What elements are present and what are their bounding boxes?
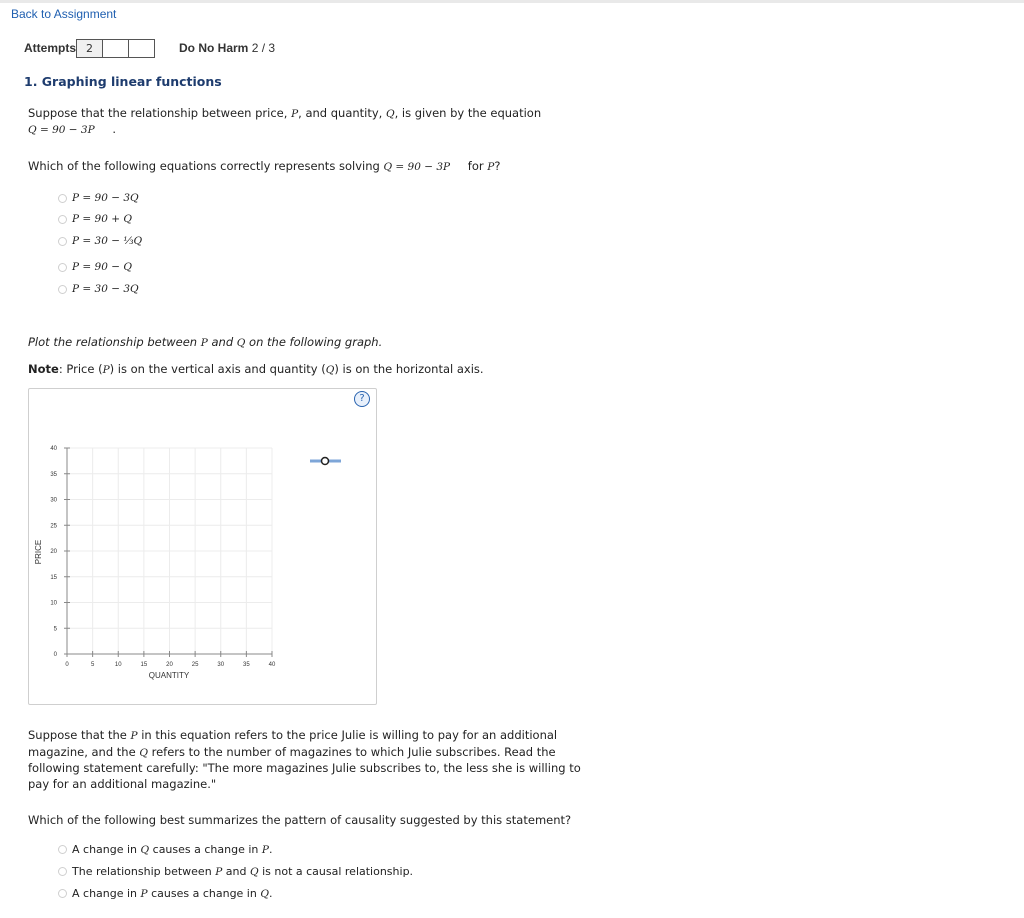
- question-title: 1. Graphing linear functions: [24, 74, 222, 89]
- note-text: : Price (: [58, 362, 103, 376]
- x-tick-label: 10: [114, 662, 122, 668]
- graph-chart[interactable]: [28, 388, 375, 703]
- para-text: refers to the number of magazines to which Julie subscribes. Read the: [151, 744, 556, 759]
- y-tick-label: 20: [50, 549, 57, 555]
- radio-button[interactable]: [58, 215, 67, 224]
- instruction-text: on the following graph.: [249, 335, 383, 349]
- var-p: P: [215, 865, 223, 878]
- radio-button[interactable]: [58, 194, 67, 203]
- y-tick-label: 10: [50, 600, 57, 607]
- option-text: and: [225, 865, 247, 878]
- y-tick-label: 15: [50, 574, 57, 581]
- var-p: P: [102, 364, 110, 376]
- option-text: The relationship between: [72, 865, 212, 878]
- note-label: Note: [28, 362, 59, 376]
- var-q: Q: [140, 843, 150, 856]
- x-tick-label: 15: [140, 662, 148, 668]
- var-p: P: [291, 108, 299, 120]
- var-q: Q: [249, 865, 259, 878]
- instruction-text: and: [211, 335, 234, 349]
- radio-button[interactable]: [58, 263, 67, 272]
- solve-question: [28, 159, 500, 173]
- x-tick-label: 20: [166, 662, 173, 668]
- option-label: P = 30 − ⅓Q: [72, 235, 143, 247]
- do-no-harm-label: Do No Harm: [179, 41, 249, 55]
- given-equation: [28, 122, 116, 136]
- var-q: Q: [236, 337, 246, 349]
- period: .: [112, 122, 116, 136]
- y-tick-label: 40: [50, 446, 57, 452]
- x-tick-label: 5: [90, 662, 95, 668]
- solve-text: ?: [494, 159, 501, 173]
- attempt-box: [128, 39, 155, 58]
- attempt-box: [102, 39, 129, 58]
- instruction-text: Plot the relationship between: [28, 335, 198, 349]
- option-text: A change in: [72, 887, 138, 900]
- x-tick-label: 30: [217, 662, 225, 668]
- equation: Q = 90 − 3P: [28, 124, 95, 136]
- note-text: ) is on the vertical axis and quantity (: [109, 362, 326, 376]
- intro-text: , and quantity,: [298, 106, 383, 120]
- option-text: A change in: [72, 843, 138, 856]
- x-tick-label: 0: [65, 662, 69, 668]
- var-p: P: [487, 161, 495, 173]
- intro-text: Suppose that the relationship between price,: [28, 106, 288, 120]
- var-q: Q: [139, 746, 148, 759]
- plot-instruction: [28, 335, 382, 349]
- para-text: in this equation refers to the price Julie is willing to pay for an additional: [141, 728, 558, 742]
- tool-point-icon[interactable]: [322, 458, 329, 465]
- solve-text: for: [467, 159, 484, 173]
- note-text: ) is on the horizontal axis.: [334, 362, 484, 376]
- causality-option[interactable]: [58, 843, 272, 856]
- causality-option[interactable]: [58, 887, 272, 900]
- help-icon[interactable]: ?: [354, 391, 370, 407]
- option-text: .: [268, 843, 273, 856]
- solve-text: Which of the following equations correctly represents solving: [28, 159, 380, 173]
- answer-option[interactable]: [58, 261, 132, 273]
- option-text: .: [268, 887, 273, 900]
- y-axis-label: PRICE: [34, 539, 43, 565]
- radio-button[interactable]: [58, 237, 67, 246]
- var-q: Q: [260, 887, 269, 900]
- option-text: causes a change in: [152, 843, 259, 856]
- top-divider: [0, 0, 1024, 3]
- question-intro: [28, 106, 541, 120]
- option-text: causes a change in: [151, 887, 257, 900]
- var-q: Q: [325, 364, 335, 376]
- para-text: Suppose that the: [28, 728, 127, 742]
- option-label: P = 30 − 3Q: [72, 283, 139, 295]
- causality-paragraph: [28, 728, 608, 792]
- radio-button[interactable]: [58, 845, 67, 854]
- y-tick-label: 25: [50, 523, 57, 530]
- equation: Q = 90 − 3P: [383, 161, 451, 173]
- option-label: P = 90 − 3Q: [72, 192, 139, 204]
- var-p: P: [130, 730, 138, 742]
- x-tick-label: 25: [191, 662, 199, 668]
- y-tick-label: 5: [53, 626, 57, 633]
- var-p: P: [140, 887, 148, 900]
- causality-question: Which of the following best summarizes the pattern of causality suggested by this statement?: [28, 813, 572, 827]
- causality-option[interactable]: [58, 865, 413, 878]
- answer-option[interactable]: [58, 213, 132, 225]
- attempt-box: 2: [76, 39, 103, 58]
- para-text: pay for an additional magazine.": [28, 776, 217, 791]
- var-p: P: [261, 843, 269, 856]
- y-tick-label: 0: [53, 652, 57, 658]
- para-text: following statement carefully: "The more magazines Julie subscribes to, the less she is willing to: [28, 761, 581, 775]
- intro-text: , is given by the equation: [394, 106, 542, 120]
- axis-note: [28, 362, 484, 376]
- x-axis-label: QUANTITY: [148, 671, 190, 680]
- option-label: P = 90 + Q: [72, 213, 132, 225]
- answer-option[interactable]: [58, 192, 139, 204]
- radio-button[interactable]: [58, 285, 67, 294]
- option-text: is not a causal relationship.: [262, 865, 414, 878]
- y-tick-label: 35: [50, 471, 57, 478]
- option-label: P = 90 − Q: [72, 261, 132, 273]
- answer-option[interactable]: [58, 235, 142, 247]
- y-tick-label: 30: [50, 497, 57, 504]
- x-tick-label: 40: [268, 662, 276, 668]
- radio-button[interactable]: [58, 889, 67, 898]
- para-text: magazine, and the: [28, 744, 136, 759]
- radio-button[interactable]: [58, 867, 67, 876]
- do-no-harm-status: [179, 41, 275, 55]
- attempts-indicator: [76, 39, 154, 58]
- attempts-label: Attempts: [24, 41, 77, 55]
- var-q: Q: [386, 108, 395, 120]
- var-p: P: [200, 337, 208, 349]
- do-no-harm-value: 2 / 3: [251, 41, 276, 55]
- x-tick-label: 35: [243, 662, 250, 668]
- line-drawing-tool[interactable]: [310, 458, 341, 465]
- answer-option[interactable]: [58, 283, 139, 295]
- back-to-assignment-link[interactable]: Back to Assignment: [11, 7, 117, 21]
